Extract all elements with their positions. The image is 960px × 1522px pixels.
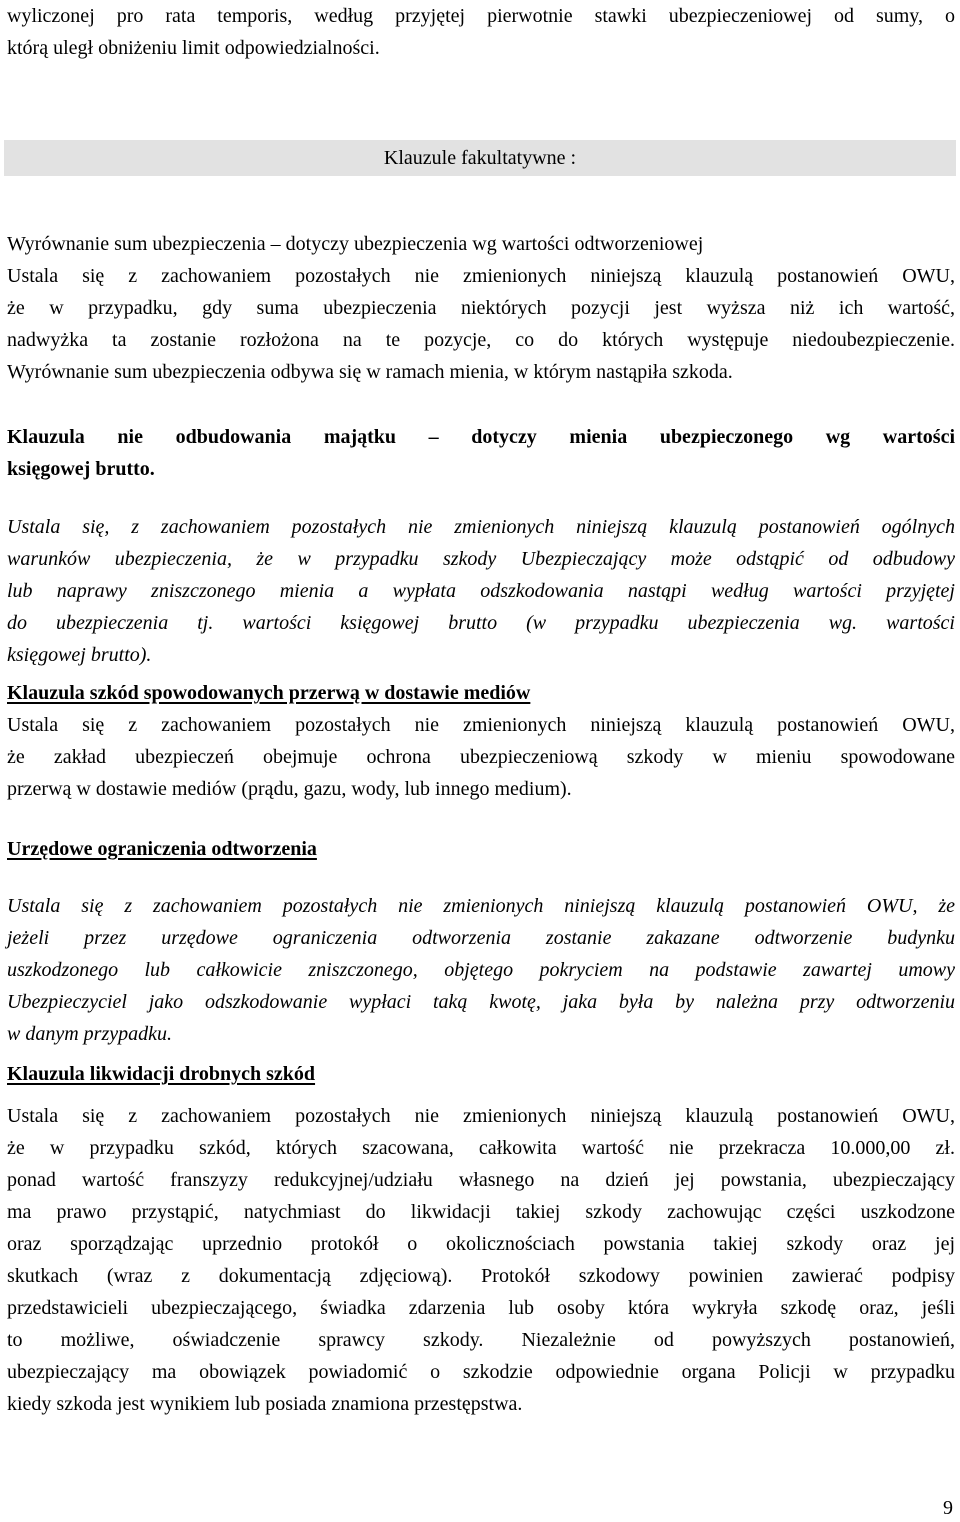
- text-line: ubezpieczający ma obowiązek powiadomić o szkodzie odpowiednie organa Policji w przypadku: [7, 1361, 955, 1383]
- text-line: Ustala się z zachowaniem pozostałych nie zmienionych niniejszą klauzulą postanowień OWU, że: [7, 895, 955, 917]
- text-line: ponad wartość franszyzy redukcyjnej/udziału własnego na dzień jej powstania, ubezpieczający: [7, 1169, 955, 1191]
- section-banner: Klauzule fakultatywne :: [4, 140, 956, 176]
- section-heading: [7, 421, 955, 485]
- text-line: Ustala się z zachowaniem pozostałych nie zmienionych niniejszą klauzulą postanowień OWU,: [7, 714, 955, 736]
- text-line: kiedy szkoda jest wynikiem lub posiada znamiona przestępstwa.: [7, 1393, 523, 1415]
- text-line: że w przypadku szkód, których szacowana, całkowita wartość nie przekracza 10.000,00 zł.: [7, 1137, 955, 1159]
- text-line: którą uległ obniżeniu limit odpowiedzialności.: [7, 37, 380, 59]
- text-line: w danym przypadku.: [7, 1023, 172, 1045]
- heading-text: Klauzula szkód spowodowanych przerwą w dostawie mediów: [7, 682, 531, 704]
- text-line: Ustala się, z zachowaniem pozostałych nie zmienionych niniejszą klauzulą postanowień ogólnych: [7, 516, 955, 538]
- text-line: przerwą w dostawie mediów (prądu, gazu, wody, lub innego medium).: [7, 778, 572, 800]
- text-line: Ustala się z zachowaniem pozostałych nie zmienionych niniejszą klauzulą postanowień OWU,: [7, 1105, 955, 1127]
- section-heading: [7, 677, 955, 709]
- intro-paragraph: [7, 0, 955, 64]
- text-line: uszkodzonego lub całkowicie zniszczonego, objętego pokryciem na podstawie zawartej umowy: [7, 959, 955, 981]
- text-line: przedstawicieli ubezpieczającego, świadka zdarzenia lub osoby która wykryła szkodę oraz, jeśli: [7, 1297, 955, 1319]
- text-line: do ubezpieczenia tj. wartości księgowej brutto (w przypadku ubezpieczenia wg. wartości: [7, 612, 955, 634]
- paragraph: [7, 1100, 955, 1420]
- paragraph: [7, 260, 955, 388]
- text-line: to możliwe, oświadczenie sprawcy szkody. Niezależnie od powyższych postanowień,: [7, 1329, 955, 1351]
- text-line: Ustala się z zachowaniem pozostałych nie zmienionych niniejszą klauzulą postanowień OWU,: [7, 265, 955, 287]
- section-heading: [7, 1058, 955, 1090]
- text-line: warunków ubezpieczenia, że w przypadku szkody Ubezpieczający może odstąpić od odbudowy: [7, 548, 955, 570]
- page-number: 9: [943, 1497, 953, 1519]
- heading-text: Urzędowe ograniczenia odtworzenia: [7, 838, 317, 860]
- section-heading: [7, 833, 955, 865]
- heading-text: Klauzula likwidacji drobnych szkód: [7, 1063, 316, 1085]
- text-line: nadwyżka ta zostanie rozłożona na te pozycje, co do których występuje niedoubezpieczenie.: [7, 329, 955, 351]
- text-line: oraz sporządzając uprzednio protokół o okolicznościach powstania takiej szkody oraz jej: [7, 1233, 955, 1255]
- paragraph: [7, 709, 955, 805]
- paragraph: [7, 511, 955, 671]
- text-line: wyliczonej pro rata temporis, według przyjętej pierwotnie stawki ubezpieczeniowej od sumy, o: [7, 5, 955, 27]
- text-line: ma prawo przystąpić, natychmiast do likwidacji takiej szkody zachowując części uszkodzone: [7, 1201, 955, 1223]
- text-line: Wyrównanie sum ubezpieczenia odbywa się w ramach mienia, w którym nastąpiła szkoda.: [7, 361, 733, 383]
- text-line: księgowej brutto).: [7, 644, 152, 666]
- text-line: Ubezpieczyciel jako odszkodowanie wypłaci taką kwotę, jaka była by należna przy odtworzeniu: [7, 991, 955, 1013]
- text-line: jeżeli przez urzędowe ograniczenia odtworzenia zostanie zakazane odtworzenie budynku: [7, 927, 955, 949]
- heading-text: Wyrównanie sum ubezpieczenia – dotyczy ubezpieczenia wg wartości odtworzeniowej: [7, 233, 704, 255]
- section-heading: [7, 228, 955, 260]
- text-line: lub naprawy zniszczonego mienia a wypłata odszkodowania nastąpi według wartości przyjętej: [7, 580, 955, 602]
- text-line: skutkach (wraz z dokumentacją zdjęciową). Protokół szkodowy powinien zawierać podpisy: [7, 1265, 955, 1287]
- paragraph: [7, 890, 955, 1050]
- heading-text: księgowej brutto.: [7, 458, 155, 480]
- heading-text: Klauzula nie odbudowania majątku – dotyczy mienia ubezpieczonego wg wartości: [7, 426, 955, 448]
- text-line: że w przypadku, gdy suma ubezpieczenia niektórych pozycji jest wyższa niż ich wartość,: [7, 297, 955, 319]
- text-line: że zakład ubezpieczeń obejmuje ochrona ubezpieczeniową szkody w mieniu spowodowane: [7, 746, 955, 768]
